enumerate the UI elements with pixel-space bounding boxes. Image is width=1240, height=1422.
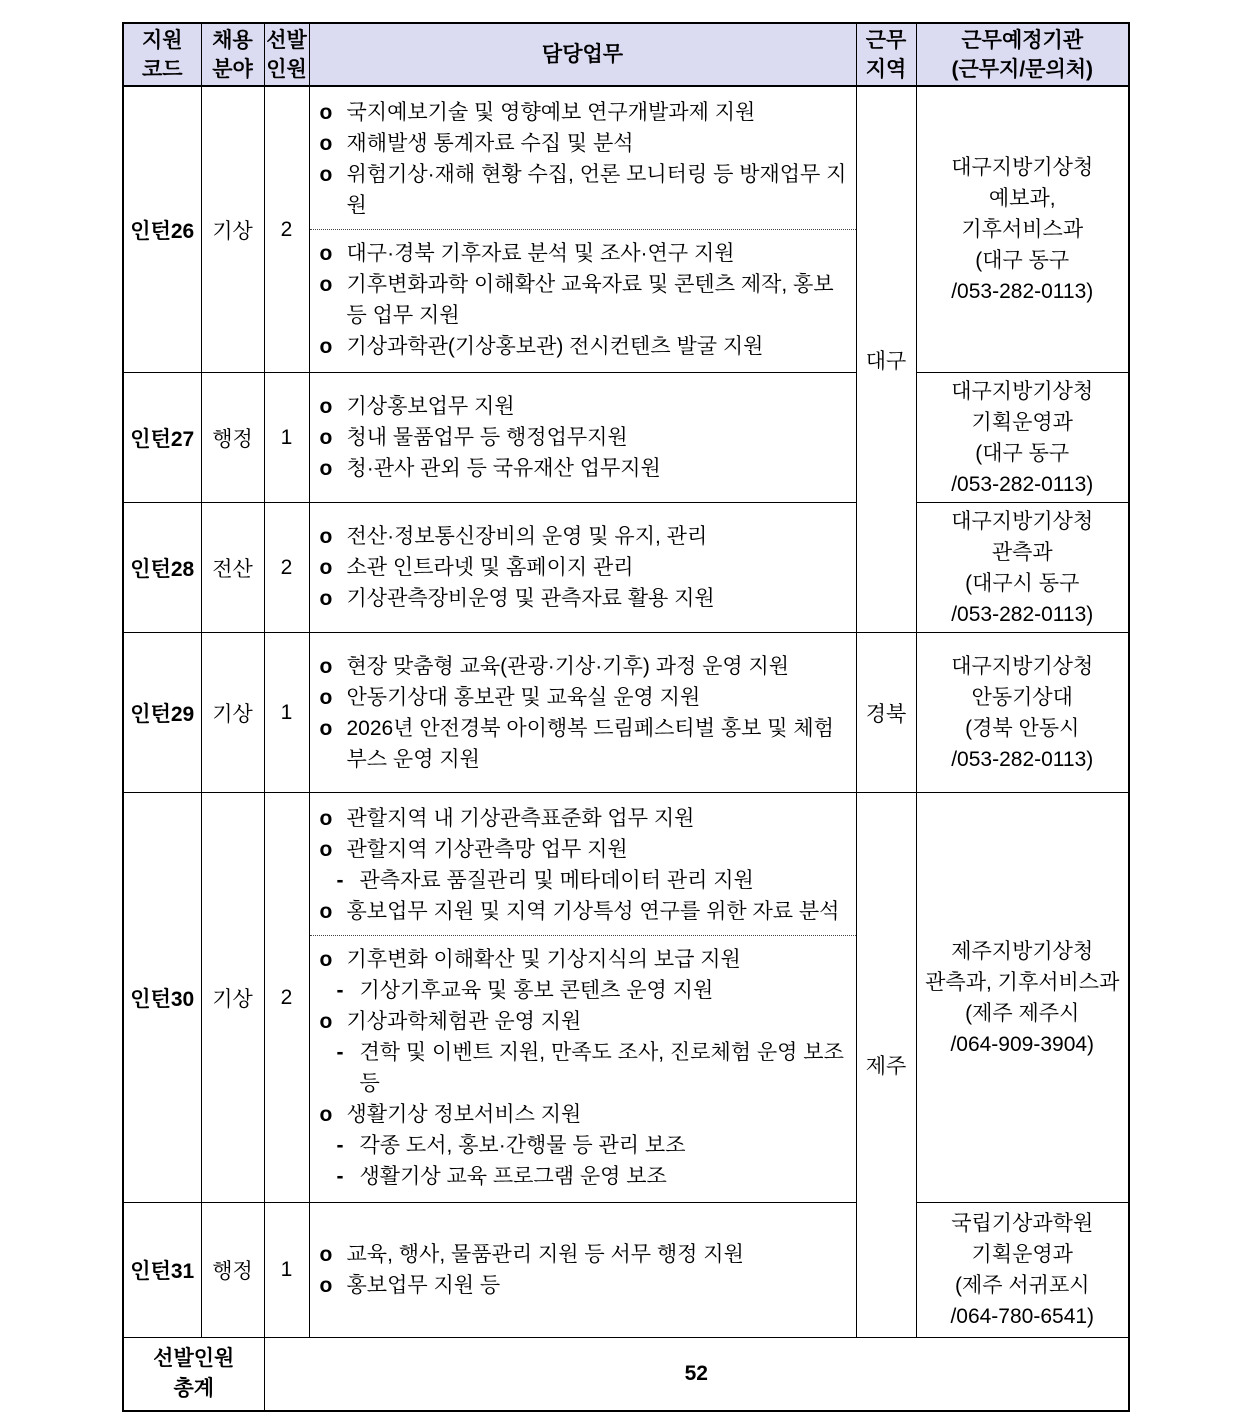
region-cell-daegu: 대구 — [856, 86, 916, 633]
header-row — [123, 23, 1129, 86]
institution-line: 대구지방기상청 — [951, 379, 1094, 403]
duty-text: 기상관측장비운영 및 관측자료 활용 지원 — [346, 587, 715, 610]
institution-line: /064-909-3904) — [950, 1032, 1095, 1056]
institution-line: 기획운영과 — [971, 410, 1073, 434]
duty-text: 관측자료 품질관리 및 메타데이터 관리 지원 — [359, 869, 754, 892]
duty-text: 기후변화과학 이해확산 교육자료 및 콘텐츠 제작, 홍보 등 업무 지원 — [346, 273, 834, 327]
header-cell-institution — [916, 23, 1129, 86]
row-count: 2 — [264, 503, 309, 633]
bullet-marker: o — [319, 1243, 333, 1266]
duties-cell — [309, 373, 856, 503]
institution-line: (대구 동구 — [975, 249, 1070, 272]
row-count: 2 — [264, 86, 309, 373]
duty-text: 관할지역 내 기상관측표준화 업무 지원 — [346, 807, 695, 830]
duty-text: 재해발생 통계자료 수집 및 분석 — [346, 132, 634, 155]
header-line: 담당업무 — [541, 43, 624, 66]
institution-line: 기획운영과 — [971, 1243, 1073, 1266]
duty-line — [320, 713, 848, 775]
duty-line — [320, 128, 848, 159]
duty-text: 기상과학체험관 운영 지원 — [346, 1010, 582, 1033]
duty-text: 청내 물품업무 등 행정업무지원 — [346, 426, 628, 449]
header-cell-region — [856, 23, 916, 86]
duty-line — [320, 422, 848, 453]
region-cell-gyeongbuk: 경북 — [856, 633, 916, 793]
duty-subline — [320, 865, 848, 896]
duty-group — [320, 1239, 848, 1301]
duty-line — [320, 682, 848, 713]
institution-line: 기후서비스과 — [961, 218, 1084, 241]
institution-line: /053-282-0113) — [951, 280, 1094, 303]
duty-text: 견학 및 이벤트 지원, 만족도 조사, 진로체험 운영 보조 등 — [359, 1041, 844, 1095]
duty-text: 대구·경북 기후자료 분석 및 조사·연구 지원 — [346, 242, 735, 265]
header-line: (근무지/문의처) — [951, 57, 1094, 81]
duty-subline — [320, 1161, 848, 1192]
bullet-marker: o — [319, 556, 333, 579]
institution-line: 관측과, 기후서비스과 — [925, 970, 1120, 994]
dotted-divider — [310, 229, 856, 230]
recruitment-table — [122, 22, 1130, 1412]
institution-line: 예보과, — [988, 187, 1056, 210]
bullet-marker: o — [319, 1010, 333, 1033]
institution-line: 대구지방기상청 — [951, 509, 1094, 533]
bullet-marker: o — [319, 101, 333, 124]
row-count: 1 — [264, 633, 309, 793]
duty-group — [320, 97, 848, 221]
total-label-line: 선발인원 — [153, 1346, 235, 1370]
dotted-divider — [310, 935, 856, 936]
institution-line: /053-282-0113) — [951, 747, 1094, 771]
institution-line: (제주 서귀포시 — [954, 1274, 1090, 1297]
header-line: 지원 — [141, 28, 183, 52]
table-row-intern28 — [123, 503, 1129, 633]
institution-line: /053-282-0113) — [951, 602, 1094, 626]
total-value-cell: 52 — [264, 1338, 1129, 1411]
header-line: 근무 — [865, 28, 907, 52]
duty-line — [320, 834, 848, 865]
dash-marker: - — [336, 869, 344, 892]
bullet-marker: o — [319, 838, 333, 861]
duty-text: 생활기상 정보서비스 지원 — [346, 1103, 582, 1126]
duty-group — [320, 391, 848, 484]
institution-line: 제주지방기상청 — [951, 939, 1094, 963]
institution-line: 국립기상과학원 — [951, 1212, 1094, 1235]
bullet-marker: o — [319, 948, 333, 971]
row-field: 기상 — [201, 633, 264, 793]
table-row-intern27 — [123, 373, 1129, 503]
duty-line — [320, 1270, 848, 1301]
duty-group — [320, 238, 848, 362]
header-line: 분야 — [212, 57, 253, 81]
duty-line — [320, 269, 848, 331]
bullet-marker: o — [319, 1274, 333, 1297]
institution-line: 관측과 — [991, 540, 1053, 564]
duty-text: 기상기후교육 및 홍보 콘텐츠 운영 지원 — [359, 979, 714, 1002]
duty-line — [320, 97, 848, 128]
institution-cell — [916, 633, 1129, 793]
bullet-marker: o — [319, 685, 333, 709]
row-count: 1 — [264, 1203, 309, 1338]
bullet-marker: o — [319, 132, 333, 155]
duty-line — [320, 583, 848, 614]
row-field: 기상 — [201, 86, 264, 373]
institution-line: 대구지방기상청 — [951, 156, 1094, 179]
duty-text: 관할지역 기상관측망 업무 지원 — [346, 838, 628, 861]
duty-group — [320, 651, 848, 775]
duty-line — [320, 803, 848, 834]
header-line: 코드 — [141, 57, 183, 81]
institution-line: (대구시 동구 — [965, 571, 1080, 595]
duty-text: 청·관사 관외 등 국유재산 업무지원 — [346, 457, 661, 480]
duty-text: 홍보업무 지원 및 지역 기상특성 연구를 위한 자료 분석 — [346, 900, 840, 923]
duties-cell — [309, 1203, 856, 1338]
row-field: 기상 — [201, 793, 264, 1203]
institution-line: (제주 제주시 — [965, 1001, 1080, 1025]
bullet-marker: o — [319, 716, 333, 740]
row-code: 인턴31 — [123, 1203, 201, 1338]
duty-group — [320, 521, 848, 614]
institution-cell — [916, 1203, 1129, 1338]
row-code: 인턴30 — [123, 793, 201, 1203]
duty-subline — [320, 1037, 848, 1099]
header-cell-apply-code — [123, 23, 201, 86]
duty-text: 안동기상대 홍보관 및 교육실 운영 지원 — [346, 685, 701, 709]
header-cell-field — [201, 23, 264, 86]
dash-marker: - — [336, 1134, 344, 1157]
duty-text: 생활기상 교육 프로그램 운영 보조 — [359, 1165, 667, 1188]
header-cell-duties — [309, 23, 856, 86]
header-line: 선발 — [266, 28, 307, 52]
duty-line — [320, 944, 848, 975]
table-row-intern30 — [123, 793, 1129, 1203]
row-count: 1 — [264, 373, 309, 503]
table-row-intern31 — [123, 1203, 1129, 1338]
duty-text: 기상과학관(기상홍보관) 전시컨텐츠 발굴 지원 — [346, 335, 764, 358]
bullet-marker: o — [319, 395, 333, 418]
duty-text: 소관 인트라넷 및 홈페이지 관리 — [346, 556, 634, 579]
duty-line — [320, 1239, 848, 1270]
header-line: 근무예정기관 — [961, 28, 1084, 52]
bullet-marker: o — [319, 273, 333, 296]
bullet-marker: o — [319, 335, 333, 358]
duty-line — [320, 1099, 848, 1130]
duty-text: 기후변화 이해확산 및 기상지식의 보급 지원 — [346, 948, 741, 971]
duty-line — [320, 238, 848, 269]
duty-text: 현장 맞춤형 교육(관광·기상·기후) 과정 운영 지원 — [346, 654, 790, 678]
bullet-marker: o — [319, 163, 333, 186]
institution-line: 안동기상대 — [971, 685, 1073, 709]
institution-cell — [916, 373, 1129, 503]
header-line: 채용 — [212, 28, 253, 52]
document-page — [0, 22, 1240, 1422]
duties-cell — [309, 793, 856, 1203]
bullet-marker: o — [319, 426, 333, 449]
duty-text: 교육, 행사, 물품관리 지원 등 서무 행정 지원 — [346, 1243, 744, 1266]
bullet-marker: o — [319, 1103, 333, 1126]
duty-text: 기상홍보업무 지원 — [346, 395, 515, 418]
row-field: 행정 — [201, 1203, 264, 1338]
bullet-marker: o — [319, 807, 333, 830]
duty-group — [320, 803, 848, 927]
bullet-marker: o — [319, 457, 333, 480]
duty-line — [320, 1006, 848, 1037]
duty-text: 전산·정보통신장비의 운영 및 유지, 관리 — [346, 525, 708, 548]
duty-line — [320, 453, 848, 484]
table-row-intern26 — [123, 86, 1129, 373]
duty-text: 홍보업무 지원 등 — [346, 1274, 501, 1297]
duty-line — [320, 896, 848, 927]
total-label-line: 총계 — [173, 1376, 215, 1400]
duty-text: 위험기상·재해 현황 수집, 언론 모니터링 등 방재업무 지원 — [346, 163, 847, 217]
institution-line: 대구지방기상청 — [951, 654, 1094, 678]
institution-line: (경북 안동시 — [965, 716, 1080, 740]
duty-group — [320, 944, 848, 1192]
institution-line: /064-780-6541) — [950, 1305, 1095, 1328]
duty-line — [320, 552, 848, 583]
duty-line — [320, 159, 848, 221]
row-code: 인턴27 — [123, 373, 201, 503]
bullet-marker: o — [319, 525, 333, 548]
region-cell-jeju: 제주 — [856, 793, 916, 1338]
institution-line: /053-282-0113) — [951, 472, 1094, 496]
duty-text: 각종 도서, 홍보·간행물 등 관리 보조 — [359, 1134, 686, 1157]
duty-line — [320, 651, 848, 682]
institution-cell — [916, 793, 1129, 1203]
row-code: 인턴26 — [123, 86, 201, 373]
duties-cell — [309, 86, 856, 373]
duty-subline — [320, 975, 848, 1006]
bullet-marker: o — [319, 242, 333, 265]
duty-text: 국지예보기술 및 영향예보 연구개발과제 지원 — [346, 101, 756, 124]
duties-cell — [309, 503, 856, 633]
row-code: 인턴29 — [123, 633, 201, 793]
row-count: 2 — [264, 793, 309, 1203]
header-line: 지역 — [865, 57, 907, 81]
dash-marker: - — [336, 1165, 344, 1188]
duty-text: 2026년 안전경북 아이행복 드림페스티벌 홍보 및 체험부스 운영 지원 — [346, 716, 834, 771]
bullet-marker: o — [319, 900, 333, 923]
dash-marker: - — [336, 1041, 344, 1064]
bullet-marker: o — [319, 654, 333, 678]
institution-line: (대구 동구 — [975, 441, 1070, 465]
duty-subline — [320, 1130, 848, 1161]
row-field: 전산 — [201, 503, 264, 633]
institution-cell — [916, 503, 1129, 633]
header-line: 인원 — [266, 57, 307, 81]
duty-line — [320, 521, 848, 552]
row-field: 행정 — [201, 373, 264, 503]
duty-line — [320, 331, 848, 362]
table-row-intern29 — [123, 633, 1129, 793]
dash-marker: - — [336, 979, 344, 1002]
duty-line — [320, 391, 848, 422]
duties-cell — [309, 633, 856, 793]
institution-cell — [916, 86, 1129, 373]
row-code: 인턴28 — [123, 503, 201, 633]
header-cell-count — [264, 23, 309, 86]
bullet-marker: o — [319, 587, 333, 610]
